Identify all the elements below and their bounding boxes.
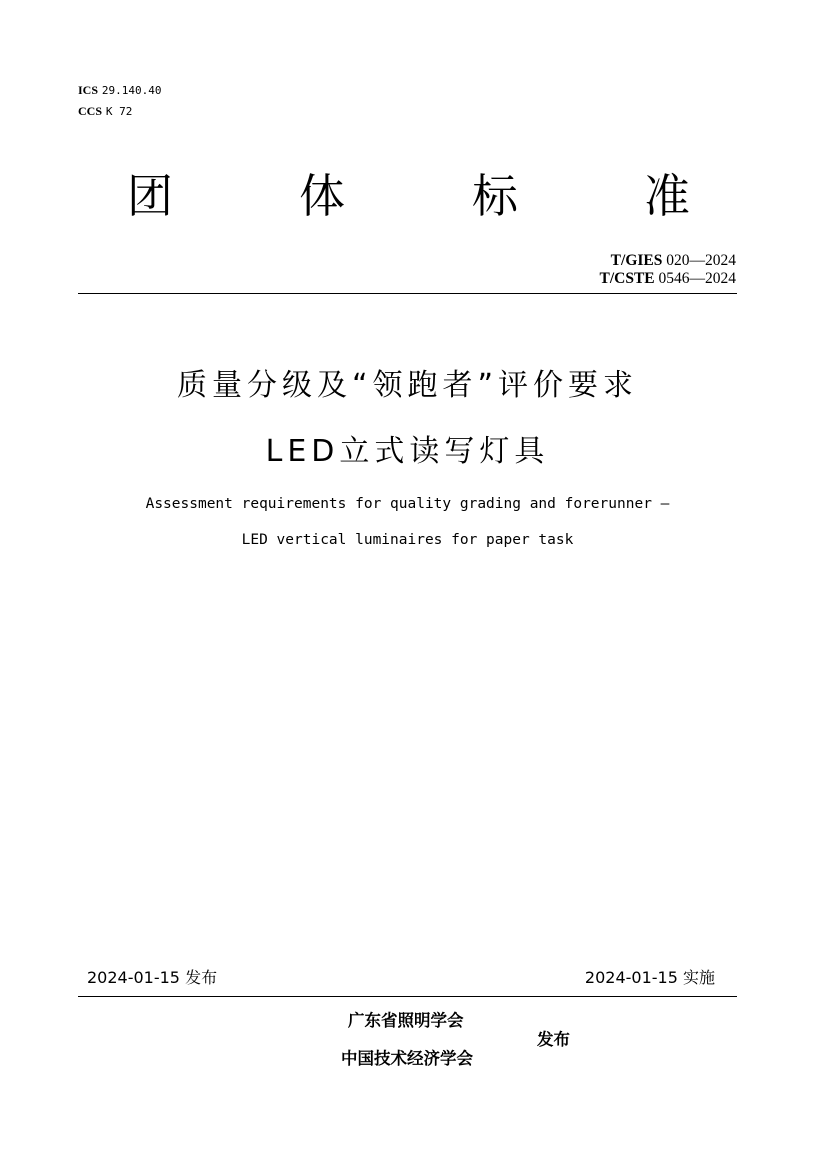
publish-date: 2024-01-15 发布 <box>87 968 218 987</box>
ics-label: ICS <box>78 83 99 97</box>
standard-code-cste <box>599 270 736 288</box>
title-english-line-1: Assessment requirements for quality grading and forerunner — <box>145 496 670 512</box>
publisher-org-1: 广东省照明学会 <box>348 1011 464 1030</box>
ics-line <box>78 82 161 99</box>
standard-code-gies <box>611 252 736 270</box>
ccs-label: CCS <box>78 104 103 118</box>
standard-type-char-4: 准 <box>644 169 690 223</box>
code2-prefix: T/CSTE <box>599 270 655 287</box>
title-chinese-line-2: LED立式读写灯具 <box>265 434 550 469</box>
implement-date: 2024-01-15 实施 <box>584 968 715 987</box>
ccs-line <box>78 103 132 120</box>
standard-type-char-2: 体 <box>299 169 345 223</box>
publisher-label: 发布 <box>537 1030 570 1049</box>
code2-number: 0546—2024 <box>658 270 736 287</box>
standard-type-char-1: 团 <box>127 169 173 223</box>
footer-divider <box>78 996 737 997</box>
code1-prefix: T/GIES <box>610 252 663 269</box>
title-english-line-2: LED vertical luminaires for paper task <box>241 532 574 548</box>
publisher-org-2: 中国技术经济学会 <box>341 1049 473 1068</box>
ics-value: 29.140.40 <box>101 84 162 97</box>
standard-type-char-3: 标 <box>472 169 518 223</box>
title-chinese-line-1: 质量分级及“领跑者”评价要求 <box>176 368 639 403</box>
code1-number: 020—2024 <box>666 252 736 269</box>
ccs-value: K 72 <box>105 105 133 118</box>
header-divider <box>78 293 737 294</box>
